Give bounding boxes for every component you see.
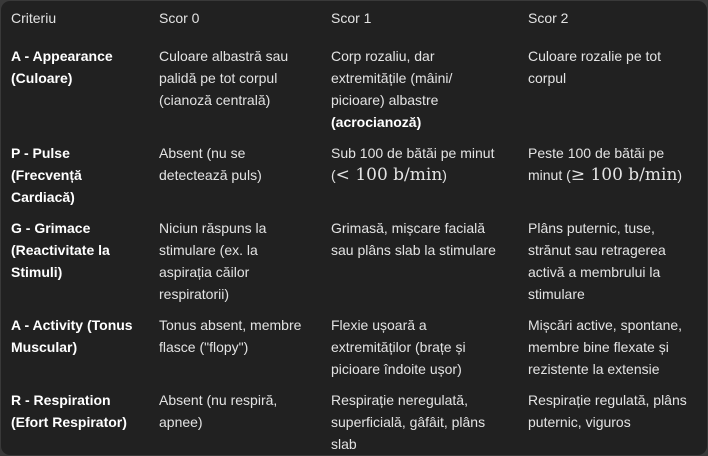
- apgar-score-table-card: [1, 1, 707, 455]
- cell-text: Sub 100 de bătăi pe minut (: [331, 145, 495, 183]
- cell-text: Respirație neregulată, superficială, gâfâit, plâns slab: [331, 392, 486, 452]
- criterion-cell: A - Activity (Tonus Muscular): [11, 317, 133, 355]
- column-header-scor2: Scor 2: [528, 10, 569, 26]
- cell-text: ): [442, 167, 447, 183]
- bold-text: (acrocianoză): [331, 114, 422, 130]
- score-2-cell: [518, 133, 707, 208]
- cell-text: Culoare albastră sau palidă pe tot corpul (cianoză centrală): [159, 48, 289, 108]
- cell-text: Mișcări active, spontane, membre bine flexate și rezistente la extensie: [528, 317, 683, 377]
- table-row: [1, 133, 707, 208]
- score-2-cell: [518, 36, 707, 133]
- math-text: ≥ 100 b/min: [570, 165, 678, 185]
- score-0-cell: [149, 208, 321, 305]
- table-row: [1, 208, 707, 305]
- criterion-cell: R - Respiration (Efort Respirator): [11, 392, 127, 430]
- table-body: [1, 36, 707, 455]
- cell-text: Peste 100 de bătăi pe minut (: [528, 145, 665, 183]
- cell-text: ): [677, 167, 683, 183]
- table-row: [1, 305, 707, 380]
- header-row: [1, 1, 707, 36]
- criterion-cell: P - Pulse (Frecvență Cardiacă): [11, 145, 82, 205]
- cell-text: Absent (nu respiră, apnee): [159, 392, 278, 430]
- cell-text: Corp rozaliu, dar extremitățile (mâini/​picioare) albastre: [331, 48, 453, 108]
- criterion-cell: G - Grimace (Reactivitate la Stimuli): [11, 220, 110, 280]
- cell-text: Respirație regulată, plâns puternic, viguros: [528, 392, 687, 430]
- column-header-scor1: Scor 1: [331, 10, 372, 26]
- table-row: [1, 36, 707, 133]
- column-header-scor0: Scor 0: [159, 10, 200, 26]
- cell-text: Grimasă, mișcare facială sau plâns slab la stimulare: [331, 220, 496, 258]
- score-2-cell: [518, 380, 707, 455]
- score-1-cell: [321, 380, 518, 455]
- apgar-score-table: [1, 1, 707, 455]
- score-1-cell: [321, 36, 518, 133]
- cell-text: Niciun răspuns la stimulare (ex. la aspirația căilor respiratorii): [159, 220, 267, 302]
- cell-text: Absent (nu se detectează puls): [159, 145, 262, 183]
- score-2-cell: [518, 208, 707, 305]
- math-text: < 100 b/min: [335, 165, 443, 185]
- score-1-cell: [321, 208, 518, 305]
- score-0-cell: [149, 305, 321, 380]
- criterion-cell: A - Appearance (Culoare): [11, 48, 113, 86]
- score-0-cell: [149, 133, 321, 208]
- score-1-cell: [321, 133, 518, 208]
- cell-text: Tonus absent, membre flasce ("flopy"): [159, 317, 302, 355]
- table-row: [1, 380, 707, 455]
- cell-text: Flexie ușoară a extremităților (brațe și picioare îndoite ușor): [331, 317, 466, 377]
- score-0-cell: [149, 380, 321, 455]
- cell-text: Culoare rozalie pe tot corpul: [528, 48, 662, 86]
- score-2-cell: [518, 305, 707, 380]
- cell-text: Plâns puternic, tuse, strănut sau retragerea activă a membrului la stimulare: [528, 220, 666, 302]
- column-header-criteriu: Criteriu: [11, 10, 57, 26]
- score-0-cell: [149, 36, 321, 133]
- score-1-cell: [321, 305, 518, 380]
